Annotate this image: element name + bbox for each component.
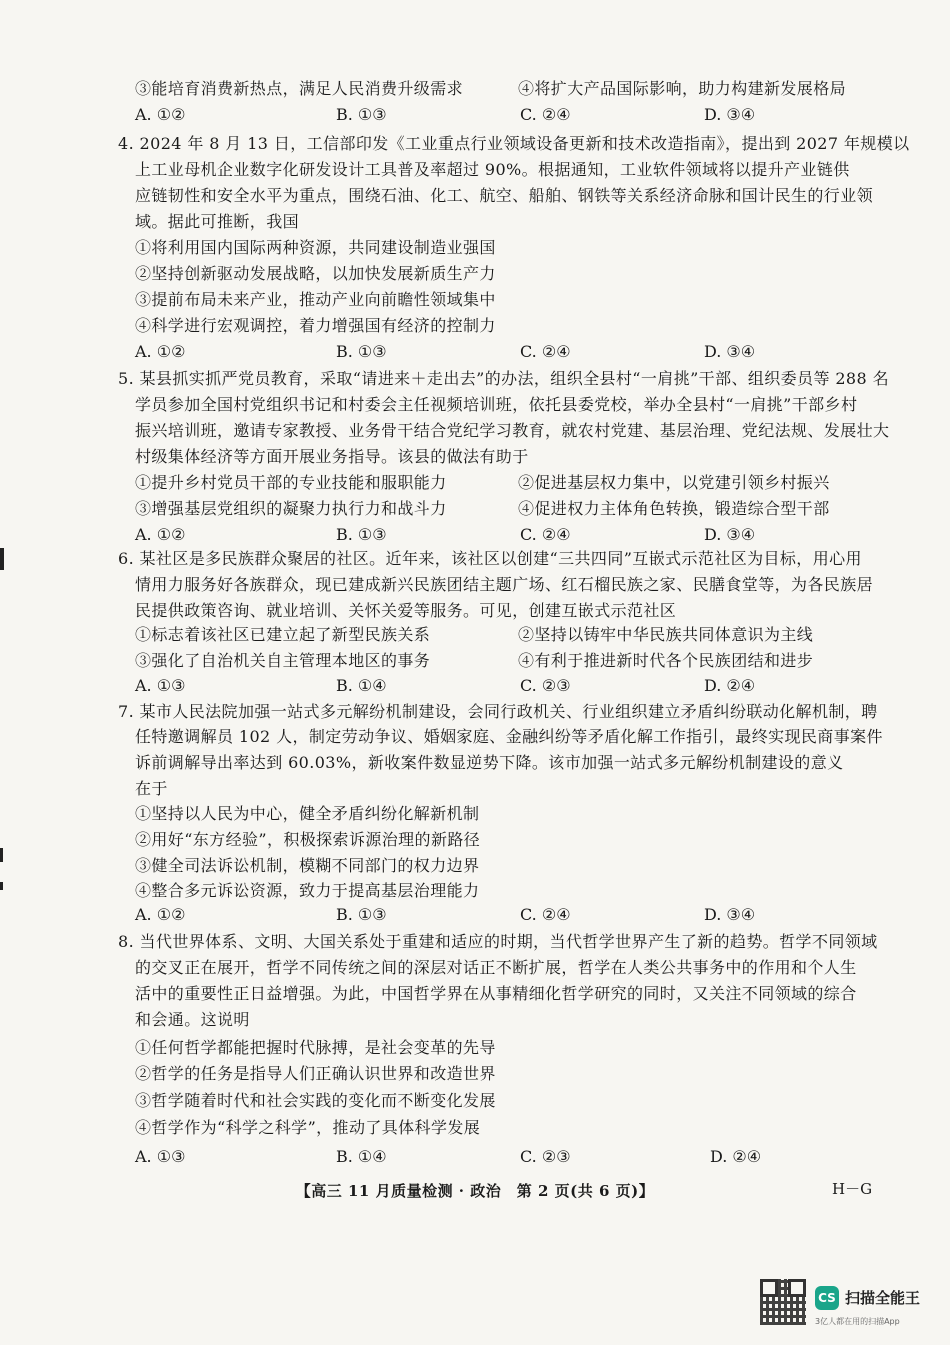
choice-a: A. ①② [135, 342, 186, 361]
q7-choices [0, 905, 950, 925]
choice-d: D. ③④ [704, 905, 756, 924]
paper-code: H－G [832, 1180, 873, 1198]
q4-option-2: ②坚持创新驱动发展战略，以加快发展新质生产力 [135, 264, 496, 283]
q6-option-4: ④有利于推进新时代各个民族团结和进步 [518, 651, 814, 670]
q6-stem-line: 6. 某社区是多民族群众聚居的社区。近年来，该社区以创建“三共四同”互嵌式示范社区为目标，用心用 [118, 549, 862, 568]
q5-stem-line: 5. 某县抓实抓严党员教育，采取“请进来＋走出去”的办法，组织全县村“一肩挑”干部、组织委员等 288 名 [118, 369, 889, 388]
q6-option-3: ③强化了自治机关自主管理本地区的事务 [135, 651, 431, 670]
q8-stem-line: 和会通。这说明 [135, 1010, 250, 1029]
choice-a: A. ①③ [135, 1147, 186, 1166]
binding-mark [0, 882, 3, 890]
q6-stem-line: 情用力服务好各族群众，现已建成新兴民族团结主题广场、红石榴民族之家、民膳食堂等，为各民族居 [135, 575, 874, 594]
q5-stem-line: 学员参加全国村党组织书记和村委会主任视频培训班，依托县委党校，举办全县村“一肩挑”干部乡村 [135, 395, 858, 414]
choice-c: C. ②③ [520, 676, 571, 695]
binding-mark [0, 548, 4, 570]
choice-a: A. ①② [135, 105, 186, 124]
choice-b: B. ①③ [336, 342, 387, 361]
choice-d: D. ③④ [704, 525, 756, 544]
q4-choices [0, 342, 950, 362]
q4-option-3: ③提前布局未来产业，推动产业向前瞻性领域集中 [135, 290, 496, 309]
choice-b: B. ①③ [336, 105, 387, 124]
q6-choices [0, 676, 950, 696]
q8-option-1: ①任何哲学都能把握时代脉搏，是社会变革的先导 [135, 1038, 496, 1057]
q7-stem-line: 诉前调解导出率达到 60.03%，新收案件数显逆势下降。该市加强一站式多元解纷机制建设的意义 [135, 753, 844, 772]
q8-stem-line: 的交叉正在展开，哲学不同传统之间的深层对话正不断扩展，哲学在人类公共事务中的作用和个人生 [135, 958, 857, 977]
q5-option-3: ③增强基层党组织的凝聚力执行力和战斗力 [135, 499, 447, 518]
q7-option-3: ③健全司法诉讼机制，模糊不同部门的权力边界 [135, 856, 480, 875]
q5-option-4: ④促进权力主体角色转换，锻造综合型干部 [518, 499, 830, 518]
q4-stem-line: 上工业母机企业数字化研发设计工具普及率超过 90%。根据通知，工业软件领域将以提升产业链供 [135, 160, 850, 179]
choice-d: D. ②④ [710, 1147, 762, 1166]
q5-choices [0, 525, 950, 545]
q7-option-4: ④整合多元诉讼资源，致力于提高基层治理能力 [135, 881, 480, 900]
q3-option-4: ④将扩大产品国际影响，助力构建新发展格局 [518, 79, 847, 98]
camscanner-logo-icon: CS [815, 1286, 839, 1310]
choice-c: C. ②④ [520, 525, 571, 544]
choice-d: D. ③④ [704, 105, 756, 124]
q4-option-4: ④科学进行宏观调控，着力增强国有经济的控制力 [135, 316, 496, 335]
q4-option-1: ①将利用国内国际两种资源，共同建设制造业强国 [135, 238, 496, 257]
q8-stem-line: 8. 当代世界体系、文明、大国关系处于重建和适应的时期，当代哲学世界产生了新的趋势。哲学不同领域 [118, 932, 878, 951]
q8-stem-line: 活中的重要性正日益增强。为此，中国哲学界在从事精细化哲学研究的同时，又关注不同领域的综合 [135, 984, 857, 1003]
q8-option-2: ②哲学的任务是指导人们正确认识世界和改造世界 [135, 1064, 496, 1083]
choice-c: C. ②③ [520, 1147, 571, 1166]
scanner-app-name: 扫描全能王 [845, 1289, 921, 1307]
scanner-app-slogan: 3亿人都在用的扫描App [815, 1317, 900, 1326]
q8-choices [0, 1147, 950, 1167]
q8-option-4: ④哲学作为“科学之科学”，推动了具体科学发展 [135, 1118, 481, 1137]
choice-a: A. ①② [135, 905, 186, 924]
q5-option-2: ②促进基层权力集中，以党建引领乡村振兴 [518, 473, 830, 492]
choice-a: A. ①③ [135, 676, 186, 695]
q4-stem-line: 域。据此可推断，我国 [135, 212, 300, 231]
choice-b: B. ①④ [336, 676, 387, 695]
choice-b: B. ①③ [336, 525, 387, 544]
choice-d: D. ③④ [704, 342, 756, 361]
choice-b: B. ①③ [336, 905, 387, 924]
q5-stem-line: 村级集体经济等方面开展业务指导。该县的做法有助于 [135, 447, 529, 466]
choice-c: C. ②④ [520, 105, 571, 124]
q5-stem-line: 振兴培训班，邀请专家教授、业务骨干结合党纪学习教育，就农村党建、基层治理、党纪法规、发展壮大 [135, 421, 890, 440]
q7-stem-line: 任特邀调解员 102 人，制定劳动争议、婚姻家庭、金融纠纷等矛盾化解工作指引，最终实现民商事案件 [135, 727, 883, 746]
q6-option-1: ①标志着该社区已建立起了新型民族关系 [135, 625, 431, 644]
q5-option-1: ①提升乡村党员干部的专业技能和服职能力 [135, 473, 447, 492]
q7-stem-line: 7. 某市人民法院加强一站式多元解纷机制建设，会同行政机关、行业组织建立矛盾纠纷联动化解机制，聘 [118, 702, 878, 721]
q3-option-3: ③能培育消费新热点，满足人民消费升级需求 [135, 79, 464, 98]
q4-stem-line: 应链韧性和安全水平为重点，围绕石油、化工、航空、船舶、钢铁等关系经济命脉和国计民生的行业领 [135, 186, 874, 205]
choice-d: D. ②④ [704, 676, 756, 695]
q8-option-3: ③哲学随着时代和社会实践的变化而不断变化发展 [135, 1091, 496, 1110]
choice-c: C. ②④ [520, 905, 571, 924]
choice-c: C. ②④ [520, 342, 571, 361]
q7-option-2: ②用好“东方经验”，积极探索诉源治理的新路径 [135, 830, 481, 849]
choice-b: B. ①④ [336, 1147, 387, 1166]
q4-stem-line: 4. 2024 年 8 月 13 日，工信部印发《工业重点行业领域设备更新和技术改造指南》，提出到 2027 年规模以 [118, 134, 910, 153]
q6-stem-line: 民提供政策咨询、就业培训、关怀关爱等服务。可见，创建互嵌式示范社区 [135, 601, 677, 620]
page-footer: 【高三 11 月质量检测 · 政治 第 2 页(共 6 页)】 [295, 1182, 655, 1200]
choice-a: A. ①② [135, 525, 186, 544]
q3-choices [0, 105, 950, 125]
q6-option-2: ②坚持以铸牢中华民族共同体意识为主线 [518, 625, 814, 644]
q7-stem-line: 在于 [135, 779, 168, 798]
q7-option-1: ①坚持以人民为中心，健全矛盾纠纷化解新机制 [135, 804, 480, 823]
binding-mark [0, 848, 3, 862]
qr-code-icon [760, 1279, 806, 1325]
